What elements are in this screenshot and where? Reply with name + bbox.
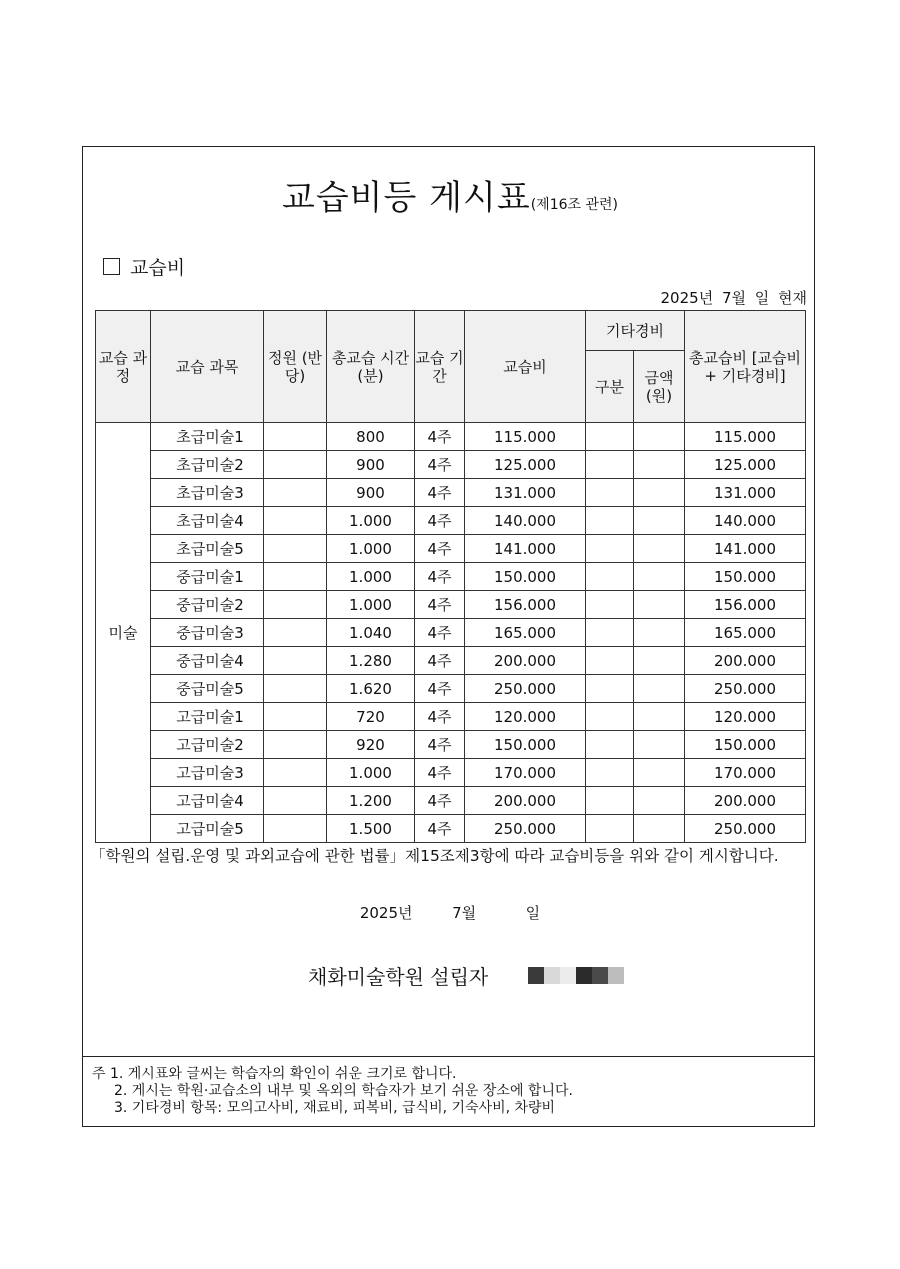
tuition-cell: 200.000 (465, 787, 586, 815)
header-category: 구분 (586, 351, 634, 423)
amount-cell (634, 479, 685, 507)
period-cell: 4주 (415, 507, 465, 535)
header-total-fee: 총교습비 [교습비+ 기타경비] (685, 311, 806, 423)
amount-cell (634, 675, 685, 703)
statement-text: 「학원의 설립.운영 및 과외교습에 관한 법률」제15조제3항에 따라 교습비등을 위와 같이 게시합니다. (90, 847, 779, 865)
hours-cell: 1.000 (327, 535, 415, 563)
capacity-cell (264, 675, 327, 703)
hours-cell: 900 (327, 451, 415, 479)
total-fee-cell: 115.000 (685, 423, 806, 451)
total-fee-cell: 120.000 (685, 703, 806, 731)
category-cell (586, 675, 634, 703)
total-fee-cell: 200.000 (685, 647, 806, 675)
total-fee-cell: 140.000 (685, 507, 806, 535)
subject-cell: 중급미술2 (151, 591, 264, 619)
category-cell (586, 619, 634, 647)
total-fee-cell: 125.000 (685, 451, 806, 479)
amount-cell (634, 535, 685, 563)
total-fee-cell: 150.000 (685, 731, 806, 759)
header-course-type: 교습 과정 (96, 311, 151, 423)
hours-cell: 1.040 (327, 619, 415, 647)
period-cell: 4주 (415, 675, 465, 703)
table-row (96, 675, 806, 703)
total-fee-cell: 131.000 (685, 479, 806, 507)
total-fee-cell: 250.000 (685, 675, 806, 703)
subject-cell: 초급미술1 (151, 423, 264, 451)
header-period: 교습 기간 (415, 311, 465, 423)
period-cell: 4주 (415, 703, 465, 731)
hours-cell: 920 (327, 731, 415, 759)
amount-cell (634, 647, 685, 675)
header-other-expenses: 기타경비 (586, 311, 685, 351)
redaction-block (528, 967, 544, 984)
table-row (96, 423, 806, 451)
note-3: 3. 기타경비 항목: 모의고사비, 재료비, 피복비, 급식비, 기숙사비, 차량비 (114, 1100, 556, 1116)
table-row (96, 731, 806, 759)
hours-cell: 1.000 (327, 759, 415, 787)
capacity-cell (264, 591, 327, 619)
tuition-cell: 140.000 (465, 507, 586, 535)
capacity-cell (264, 563, 327, 591)
subject-cell: 초급미술5 (151, 535, 264, 563)
period-cell: 4주 (415, 479, 465, 507)
total-fee-cell: 200.000 (685, 787, 806, 815)
category-cell (586, 423, 634, 451)
total-fee-cell: 141.000 (685, 535, 806, 563)
sign-month: 7월 (452, 904, 477, 922)
capacity-cell (264, 703, 327, 731)
period-cell: 4주 (415, 423, 465, 451)
redaction-block (592, 967, 608, 984)
amount-cell (634, 451, 685, 479)
header-capacity: 정원 (반당) (264, 311, 327, 423)
sign-day: 일 (525, 904, 541, 922)
category-cell (586, 787, 634, 815)
period-cell: 4주 (415, 815, 465, 843)
subject-cell: 초급미술2 (151, 451, 264, 479)
note-1: 주 1. 게시표와 글씨는 학습자의 확인이 쉬운 크기로 합니다. (92, 1066, 457, 1082)
tuition-cell: 141.000 (465, 535, 586, 563)
period-cell: 4주 (415, 619, 465, 647)
current-date: 2025년 7월 일 현재 (660, 289, 807, 307)
redaction-block (560, 967, 576, 984)
tuition-cell: 115.000 (465, 423, 586, 451)
footer-divider (82, 1056, 815, 1057)
category-cell (586, 479, 634, 507)
amount-cell (634, 787, 685, 815)
category-cell (586, 591, 634, 619)
period-cell: 4주 (415, 563, 465, 591)
subject-cell: 고급미술5 (151, 815, 264, 843)
tuition-cell: 120.000 (465, 703, 586, 731)
table-row (96, 703, 806, 731)
capacity-cell (264, 759, 327, 787)
page-title (0, 170, 900, 219)
tuition-cell: 250.000 (465, 675, 586, 703)
checkbox-icon (103, 258, 120, 275)
category-cell (586, 535, 634, 563)
table-row (96, 787, 806, 815)
tuition-cell: 165.000 (465, 619, 586, 647)
header-subject: 교습 과목 (151, 311, 264, 423)
sign-date (0, 902, 900, 923)
sign-year: 2025년 (359, 904, 413, 922)
subject-cell: 고급미술4 (151, 787, 264, 815)
subject-cell: 초급미술3 (151, 479, 264, 507)
tuition-cell: 131.000 (465, 479, 586, 507)
table-row (96, 619, 806, 647)
category-cell (586, 731, 634, 759)
amount-cell (634, 815, 685, 843)
header-amount: 금액 (원) (634, 351, 685, 423)
subject-cell: 중급미술3 (151, 619, 264, 647)
subject-cell: 중급미술4 (151, 647, 264, 675)
hours-cell: 1.000 (327, 591, 415, 619)
table-row (96, 815, 806, 843)
subject-cell: 중급미술1 (151, 563, 264, 591)
table-row (96, 647, 806, 675)
category-cell (586, 451, 634, 479)
fee-table (95, 310, 806, 843)
table-row (96, 507, 806, 535)
category-cell (586, 507, 634, 535)
hours-cell: 1.500 (327, 815, 415, 843)
period-cell: 4주 (415, 451, 465, 479)
subject-cell: 초급미술4 (151, 507, 264, 535)
capacity-cell (264, 731, 327, 759)
hours-cell: 800 (327, 423, 415, 451)
hours-cell: 1.200 (327, 787, 415, 815)
tuition-cell: 150.000 (465, 731, 586, 759)
tuition-cell: 170.000 (465, 759, 586, 787)
amount-cell (634, 507, 685, 535)
capacity-cell (264, 815, 327, 843)
tuition-cell: 150.000 (465, 563, 586, 591)
total-fee-cell: 170.000 (685, 759, 806, 787)
period-cell: 4주 (415, 535, 465, 563)
redacted-name (528, 967, 624, 984)
subject-cell: 고급미술1 (151, 703, 264, 731)
table-row (96, 451, 806, 479)
redaction-block (608, 967, 624, 984)
table-row (96, 563, 806, 591)
capacity-cell (264, 619, 327, 647)
section-heading (103, 253, 185, 280)
period-cell: 4주 (415, 591, 465, 619)
table-row (96, 591, 806, 619)
capacity-cell (264, 535, 327, 563)
section-label: 교습비 (130, 257, 186, 279)
category-cell (586, 647, 634, 675)
signer-name: 채화미술학원 설립자 (308, 965, 489, 989)
header-total-hours: 총교습 시간(분) (327, 311, 415, 423)
header-tuition: 교습비 (465, 311, 586, 423)
tuition-cell: 125.000 (465, 451, 586, 479)
subject-cell: 고급미술2 (151, 731, 264, 759)
category-cell (586, 703, 634, 731)
hours-cell: 720 (327, 703, 415, 731)
subject-cell: 중급미술5 (151, 675, 264, 703)
hours-cell: 900 (327, 479, 415, 507)
note-2: 2. 게시는 학원·교습소의 내부 및 옥외의 학습자가 보기 쉬운 장소에 합니다. (114, 1083, 573, 1099)
hours-cell: 1.000 (327, 563, 415, 591)
capacity-cell (264, 451, 327, 479)
period-cell: 4주 (415, 731, 465, 759)
category-cell (586, 815, 634, 843)
tuition-cell: 250.000 (465, 815, 586, 843)
amount-cell (634, 619, 685, 647)
table-row (96, 535, 806, 563)
title-sub: (제16조 관련) (530, 197, 618, 213)
capacity-cell (264, 647, 327, 675)
amount-cell (634, 759, 685, 787)
tuition-cell: 156.000 (465, 591, 586, 619)
capacity-cell (264, 507, 327, 535)
capacity-cell (264, 423, 327, 451)
capacity-cell (264, 479, 327, 507)
period-cell: 4주 (415, 787, 465, 815)
table-row (96, 479, 806, 507)
amount-cell (634, 731, 685, 759)
hours-cell: 1.000 (327, 507, 415, 535)
amount-cell (634, 591, 685, 619)
total-fee-cell: 156.000 (685, 591, 806, 619)
category-cell (586, 759, 634, 787)
redaction-block (544, 967, 560, 984)
course-type-cell: 미술 (96, 423, 151, 843)
signer-block (308, 961, 624, 990)
notes (92, 1066, 573, 1117)
redaction-block (576, 967, 592, 984)
amount-cell (634, 703, 685, 731)
total-fee-cell: 250.000 (685, 815, 806, 843)
period-cell: 4주 (415, 647, 465, 675)
category-cell (586, 563, 634, 591)
tuition-cell: 200.000 (465, 647, 586, 675)
total-fee-cell: 150.000 (685, 563, 806, 591)
period-cell: 4주 (415, 759, 465, 787)
table-row (96, 759, 806, 787)
subject-cell: 고급미술3 (151, 759, 264, 787)
title-main: 교습비등 게시표 (281, 178, 531, 218)
amount-cell (634, 563, 685, 591)
total-fee-cell: 165.000 (685, 619, 806, 647)
amount-cell (634, 423, 685, 451)
hours-cell: 1.280 (327, 647, 415, 675)
hours-cell: 1.620 (327, 675, 415, 703)
capacity-cell (264, 787, 327, 815)
